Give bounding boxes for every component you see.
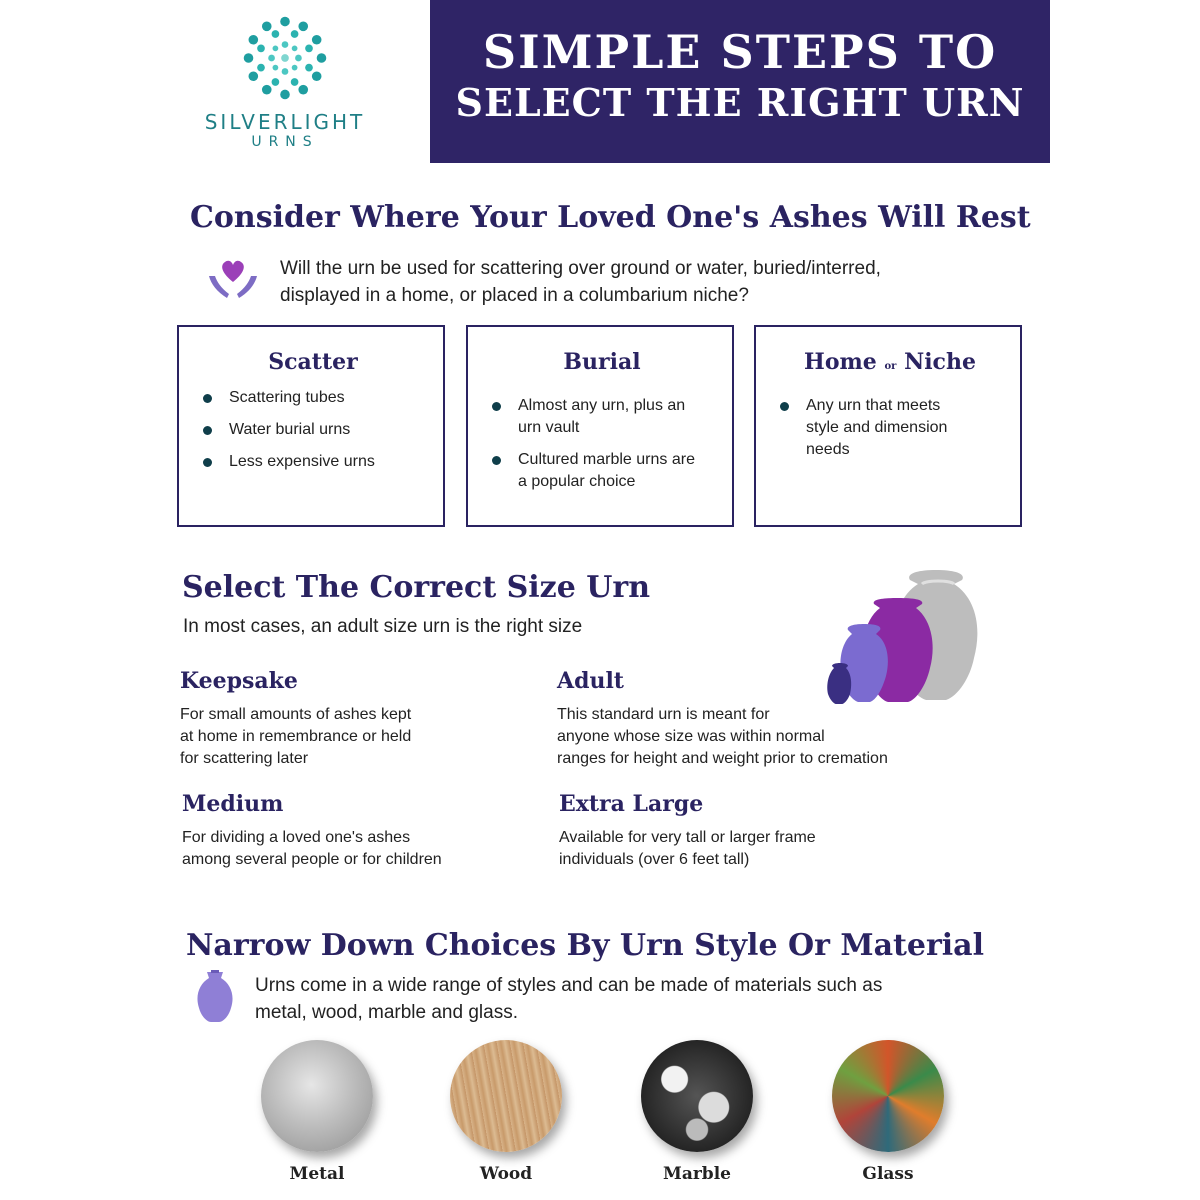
- keepsake-title: Keepsake: [180, 668, 298, 694]
- list-item: Less expensive urns: [199, 451, 427, 473]
- bullet-icon: [492, 456, 501, 465]
- list-item: Almost any urn, plus an urn vault: [488, 395, 716, 439]
- metal-swatch: [261, 1040, 373, 1152]
- adult-title: Adult: [557, 668, 624, 694]
- bullet-icon: [203, 458, 212, 467]
- medium-text: For dividing a loved one's ashes among several people or for children: [182, 829, 442, 868]
- keepsake-text: For small amounts of ashes kept at home in remembrance or held for scattering later: [180, 706, 412, 767]
- medium-title: Medium: [182, 791, 284, 817]
- home-niche-title: Home or Niche: [804, 349, 976, 375]
- metal-label: Metal: [289, 1164, 345, 1184]
- section-where-intro: [280, 255, 881, 309]
- bullet-icon: [780, 402, 789, 411]
- bullet-icon: [492, 402, 501, 411]
- section-where-title: Consider Where Your Loved One's Ashes Will Rest: [190, 200, 1031, 235]
- section-style-title: Narrow Down Choices By Urn Style Or Material: [186, 928, 984, 963]
- list-item: Any urn that meets style and dimension needs: [776, 395, 1004, 461]
- material-wood: [441, 1040, 571, 1184]
- banner-line-2: SELECT THE RIGHT URN: [455, 80, 1025, 125]
- section-style-intro: [255, 972, 882, 1026]
- title-banner: [430, 0, 1050, 163]
- list-item: Scattering tubes: [199, 387, 427, 409]
- wood-label: Wood: [479, 1164, 533, 1184]
- brand-logo: [190, 10, 380, 160]
- wood-swatch: [450, 1040, 562, 1152]
- urn-icon: [193, 968, 237, 1024]
- material-glass: [823, 1040, 953, 1184]
- list-item: Water burial urns: [199, 419, 427, 441]
- section-style-intro-line-2: metal, wood, marble and glass.: [255, 1002, 518, 1023]
- section-size-intro: In most cases, an adult size urn is the right size: [183, 616, 583, 637]
- section-size-title: Select The Correct Size Urn: [182, 570, 651, 605]
- mandala-logo-icon: [237, 10, 333, 106]
- section-where-intro-line-2: displayed in a home, or placed in a columbarium niche?: [280, 285, 749, 306]
- list-item: Cultured marble urns are a popular choice: [488, 449, 716, 493]
- home-niche-box: [754, 325, 1022, 527]
- material-metal: [252, 1040, 382, 1184]
- adult-text: This standard urn is meant for anyone whose size was within normal ranges for height and weight prior to cremation: [557, 706, 888, 767]
- bullet-icon: [203, 426, 212, 435]
- glass-swatch: [832, 1040, 944, 1152]
- section-style-intro-line-1: Urns come in a wide range of styles and can be made of materials such as: [255, 975, 883, 996]
- brand-name: SILVERLIGHT: [204, 110, 366, 134]
- section-where-intro-line-1: Will the urn be used for scattering over ground or water, buried/interred,: [280, 258, 881, 279]
- scatter-box: [177, 325, 445, 527]
- burial-title: Burial: [563, 349, 641, 375]
- banner-line-1: SIMPLE STEPS TO: [482, 25, 998, 79]
- scatter-title: Scatter: [268, 349, 358, 375]
- bullet-icon: [203, 394, 212, 403]
- material-marble: [632, 1040, 762, 1184]
- extra-large-text: Available for very tall or larger frame individuals (over 6 feet tall): [559, 829, 816, 868]
- marble-label: Marble: [663, 1164, 731, 1184]
- urn-group-icon: [826, 568, 986, 708]
- brand-sub: URNS: [251, 134, 319, 150]
- heart-hands-icon: [205, 254, 261, 304]
- marble-swatch: [641, 1040, 753, 1152]
- glass-label: Glass: [862, 1164, 914, 1184]
- burial-box: [466, 325, 734, 527]
- extra-large-title: Extra Large: [559, 791, 704, 817]
